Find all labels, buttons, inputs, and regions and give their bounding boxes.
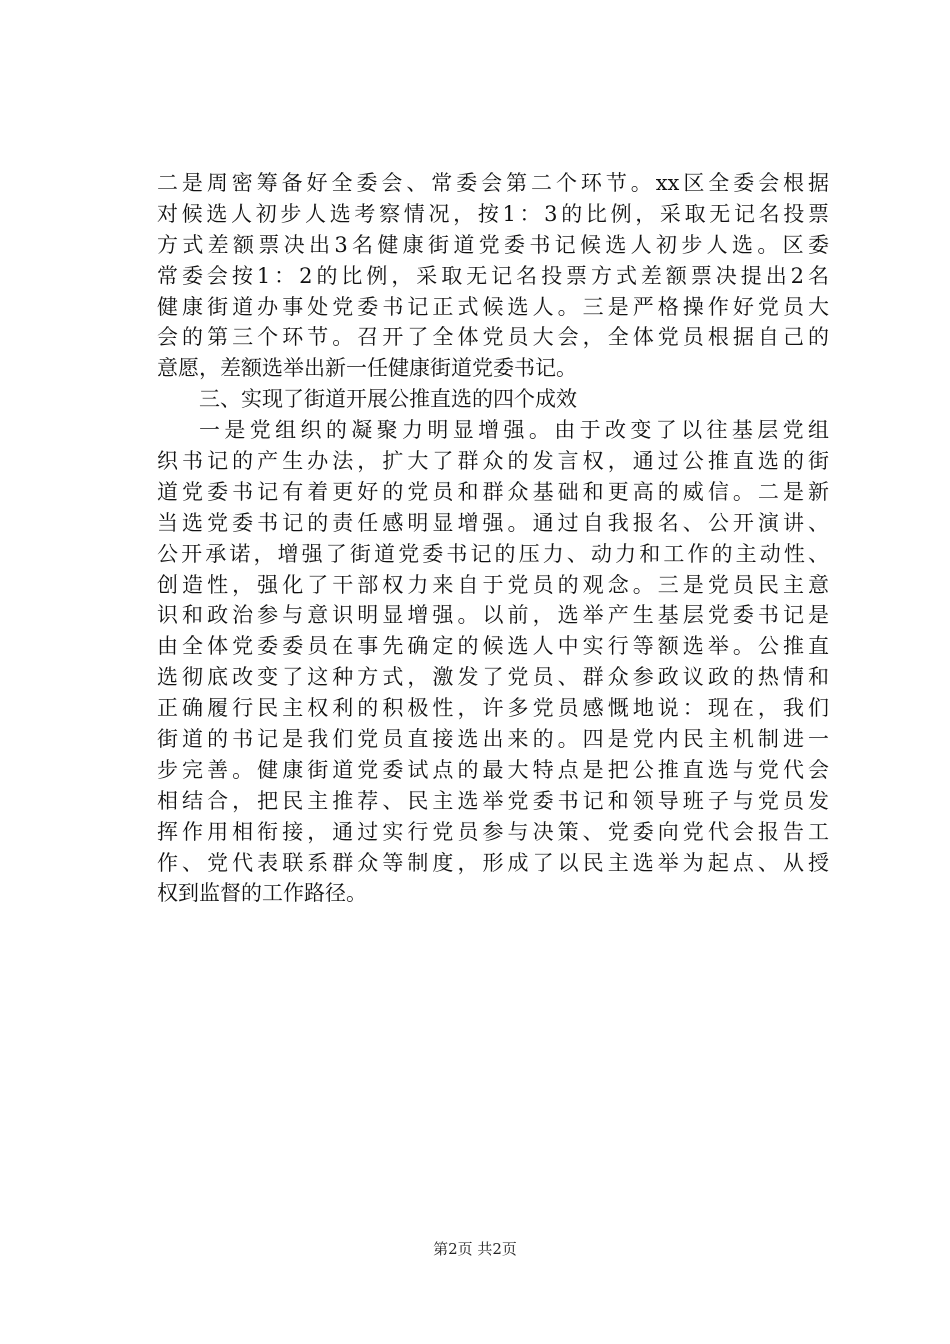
paragraph-3 — [157, 415, 829, 909]
text-line: 相结合，把民主推荐、民主选举党委书记和领导班子与党员发 — [157, 788, 829, 813]
text-line: 正确履行民主权利的积极性，许多党员感慨地说：现在，我们 — [157, 696, 829, 721]
paragraph-1 — [157, 168, 829, 384]
text-line: 公开承诺，增强了街道党委书记的压力、动力和工作的主动性、 — [157, 541, 829, 566]
text-line: 健康街道办事处党委书记正式候选人。三是严格操作好党员大 — [157, 294, 829, 319]
text-line: 选彻底改变了这种方式，激发了党员、群众参政议政的热情和 — [157, 665, 829, 690]
text-line: 会的第三个环节。召开了全体党员大会，全体党员根据自己的 — [157, 325, 829, 350]
text-line: 织书记的产生办法，扩大了群众的发言权，通过公推直选的街 — [157, 449, 829, 474]
text-line: 道党委书记有着更好的党员和群众基础和更高的威信。二是新 — [157, 479, 829, 504]
section-heading — [157, 384, 829, 415]
text-line: 识和政治参与意识明显增强。以前，选举产生基层党委书记是 — [157, 603, 829, 628]
text-line: 由全体党委委员在事先确定的候选人中实行等额选举。公推直 — [157, 634, 829, 659]
text-line: 创造性，强化了干部权力来自于党员的观念。三是党员民主意 — [157, 572, 829, 597]
text-line: 对候选人初步人选考察情况，按1：3的比例，采取无记名投票 — [157, 201, 829, 226]
text-line: 一是党组织的凝聚力明显增强。由于改变了以往基层党组 — [199, 418, 829, 443]
text-line: 二是周密筹备好全委会、常委会第二个环节。xx区全委会根据 — [157, 171, 829, 195]
text-line: 常委会按1：2的比例，采取无记名投票方式差额票决提出2名 — [157, 263, 829, 288]
text-line: 权到监督的工作路径。 — [157, 881, 367, 906]
text-line: 街道的书记是我们党员直接选出来的。四是党内民主机制进一 — [157, 727, 829, 752]
text-line: 挥作用相衔接，通过实行党员参与决策、党委向党代会报告工 — [157, 819, 829, 844]
page-footer: 第2页 共2页 — [433, 1240, 517, 1258]
text-line: 作、党代表联系群众等制度，形成了以民主选举为起点、从授 — [157, 850, 829, 875]
text-line: 意愿，差额选举出新一任健康街道党委书记。 — [157, 356, 577, 381]
text-line: 当选党委书记的责任感明显增强。通过自我报名、公开演讲、 — [157, 510, 829, 535]
document-body — [157, 168, 829, 909]
section-heading-text: 三、实现了街道开展公推直选的四个成效 — [199, 387, 577, 412]
text-line: 方式差额票决出3名健康街道党委书记候选人初步人选。区委 — [157, 232, 829, 257]
text-line: 步完善。健康街道党委试点的最大特点是把公推直选与党代会 — [157, 757, 829, 782]
